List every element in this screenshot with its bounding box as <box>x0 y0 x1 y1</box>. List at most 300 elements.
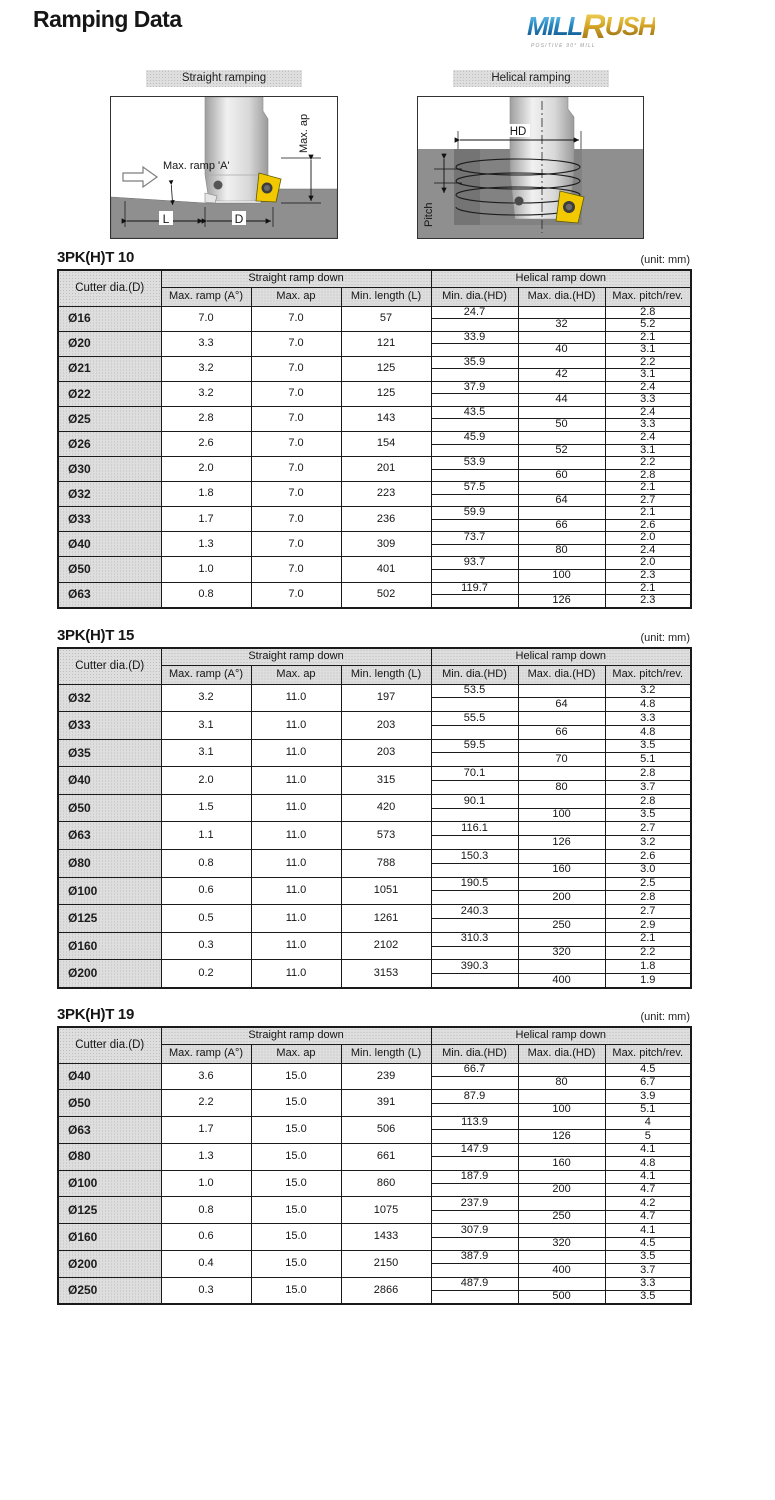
max-ap-cell: 7.0 <box>251 356 341 381</box>
col-group-helical: Helical ramp down <box>431 270 691 287</box>
max-pitch-bottom-cell: 1.9 <box>605 974 691 988</box>
max-ap-cell: 7.0 <box>251 507 341 532</box>
min-length-cell: 401 <box>341 557 431 582</box>
col-header-max-dia: Max. dia.(HD) <box>518 1044 605 1063</box>
max-dia-empty-cell <box>518 1143 605 1156</box>
max-ramp-cell: 0.2 <box>161 960 251 988</box>
max-ap-cell: 11.0 <box>251 932 341 960</box>
max-ramp-cell: 0.3 <box>161 932 251 960</box>
table-row <box>58 850 691 864</box>
logo-mill-text: MILL <box>527 11 582 41</box>
min-length-cell: 125 <box>341 381 431 406</box>
min-dia-empty-cell <box>431 394 518 407</box>
max-pitch-bottom-cell: 4.5 <box>605 1237 691 1250</box>
max-dia-empty-cell <box>518 532 605 545</box>
cutter-dia-cell: Ø63 <box>58 1117 161 1144</box>
max-dia-cell: 66 <box>518 519 605 532</box>
col-header-cutter-dia: Cutter dia.(D) <box>58 648 161 684</box>
min-dia-empty-cell <box>431 698 518 712</box>
max-ap-cell: 7.0 <box>251 406 341 431</box>
table-row <box>58 877 691 891</box>
min-length-cell: 197 <box>341 684 431 712</box>
min-dia-cell: 190.5 <box>431 877 518 891</box>
max-dia-cell: 52 <box>518 444 605 457</box>
min-length-cell: 2866 <box>341 1277 431 1304</box>
min-dia-cell: 37.9 <box>431 381 518 394</box>
section-3pkht19 <box>57 1005 690 1305</box>
table-row <box>58 582 691 595</box>
max-pitch-bottom-cell: 4.7 <box>605 1184 691 1197</box>
min-length-cell: 2102 <box>341 932 431 960</box>
table-row <box>58 431 691 444</box>
min-dia-empty-cell <box>431 469 518 482</box>
max-ramp-cell: 0.8 <box>161 850 251 878</box>
label-d: D <box>234 212 244 226</box>
max-dia-cell: 320 <box>518 1237 605 1250</box>
max-dia-cell: 126 <box>518 836 605 850</box>
max-dia-empty-cell <box>518 1250 605 1263</box>
table-row <box>58 822 691 836</box>
table-row <box>58 1090 691 1103</box>
max-dia-cell: 100 <box>518 569 605 582</box>
min-dia-empty-cell <box>431 595 518 608</box>
max-ramp-cell: 2.8 <box>161 406 251 431</box>
cutter-dia-cell: Ø20 <box>58 331 161 356</box>
max-ramp-cell: 0.5 <box>161 905 251 933</box>
max-ap-cell: 15.0 <box>251 1197 341 1224</box>
col-header-max-dia: Max. dia.(HD) <box>518 665 605 684</box>
feed-arrow-icon <box>123 167 157 187</box>
unit-label: (unit: mm) <box>640 254 690 266</box>
max-pitch-top-cell: 3.5 <box>605 739 691 753</box>
max-ramp-cell: 1.7 <box>161 507 251 532</box>
max-ramp-cell: 1.1 <box>161 822 251 850</box>
min-dia-cell: 487.9 <box>431 1277 518 1290</box>
max-ap-cell: 7.0 <box>251 532 341 557</box>
max-ap-cell: 11.0 <box>251 960 341 988</box>
table-row <box>58 507 691 520</box>
table-row <box>58 356 691 369</box>
table-row <box>58 1224 691 1237</box>
cutter-dia-cell: Ø32 <box>58 482 161 507</box>
max-ramp-cell: 0.8 <box>161 1197 251 1224</box>
table-row <box>58 960 691 974</box>
side-screw <box>214 181 223 190</box>
max-dia-empty-cell <box>518 739 605 753</box>
max-dia-empty-cell <box>518 905 605 919</box>
max-ap-cell: 15.0 <box>251 1170 341 1197</box>
max-ramp-cell: 2.0 <box>161 457 251 482</box>
max-pitch-bottom-cell: 2.8 <box>605 469 691 482</box>
max-ap-cell: 15.0 <box>251 1143 341 1170</box>
max-pitch-bottom-cell: 6.7 <box>605 1076 691 1089</box>
max-ramp-cell: 1.0 <box>161 557 251 582</box>
max-ap-cell: 15.0 <box>251 1250 341 1277</box>
min-dia-empty-cell <box>431 444 518 457</box>
max-pitch-bottom-cell: 3.3 <box>605 419 691 432</box>
max-pitch-top-cell: 4.2 <box>605 1197 691 1210</box>
col-header-max-ramp: Max. ramp (A°) <box>161 1044 251 1063</box>
min-dia-empty-cell <box>431 1237 518 1250</box>
max-dia-empty-cell <box>518 1063 605 1076</box>
min-dia-empty-cell <box>431 863 518 877</box>
cutter-dia-cell: Ø250 <box>58 1277 161 1304</box>
max-ramp-cell: 3.2 <box>161 684 251 712</box>
max-pitch-top-cell: 2.1 <box>605 932 691 946</box>
cutter-dia-cell: Ø32 <box>58 684 161 712</box>
label-hd: HD <box>509 126 527 138</box>
max-ap-cell: 11.0 <box>251 712 341 740</box>
max-pitch-top-cell: 3.9 <box>605 1090 691 1103</box>
table-row <box>58 1277 691 1290</box>
max-pitch-top-cell: 2.1 <box>605 507 691 520</box>
table-row <box>58 331 691 344</box>
min-length-cell: 391 <box>341 1090 431 1117</box>
min-dia-cell: 90.1 <box>431 794 518 808</box>
col-header-min-dia: Min. dia.(HD) <box>431 665 518 684</box>
cutter-dia-cell: Ø50 <box>58 794 161 822</box>
table-row <box>58 1197 691 1210</box>
table-row <box>58 381 691 394</box>
section-title: 3PK(H)T 15 <box>57 627 135 644</box>
max-ramp-cell: 3.6 <box>161 1063 251 1090</box>
col-header-max-pitch: Max. pitch/rev. <box>605 287 691 306</box>
col-header-max-pitch: Max. pitch/rev. <box>605 665 691 684</box>
max-dia-empty-cell <box>518 1170 605 1183</box>
max-pitch-bottom-cell: 3.3 <box>605 394 691 407</box>
section-title: 3PK(H)T 19 <box>57 1006 135 1023</box>
min-dia-cell: 387.9 <box>431 1250 518 1263</box>
table-row <box>58 457 691 470</box>
min-length-cell: 3153 <box>341 960 431 988</box>
min-length-cell: 506 <box>341 1117 431 1144</box>
max-dia-empty-cell <box>518 1277 605 1290</box>
min-length-cell: 121 <box>341 331 431 356</box>
logo-ush-text: USH <box>604 11 656 41</box>
min-dia-empty-cell <box>431 836 518 850</box>
min-dia-empty-cell <box>431 494 518 507</box>
min-length-cell: 203 <box>341 739 431 767</box>
label-max-ramp: Max. ramp 'A' <box>163 160 230 172</box>
max-dia-cell: 160 <box>518 1157 605 1170</box>
min-length-cell: 125 <box>341 356 431 381</box>
max-dia-cell: 200 <box>518 891 605 905</box>
max-ap-cell: 7.0 <box>251 306 341 331</box>
max-dia-cell: 66 <box>518 725 605 739</box>
min-dia-empty-cell <box>431 1076 518 1089</box>
max-ap-cell: 15.0 <box>251 1224 341 1251</box>
min-length-cell: 420 <box>341 794 431 822</box>
cutter-dia-cell: Ø16 <box>58 306 161 331</box>
max-ap-cell: 15.0 <box>251 1063 341 1090</box>
max-pitch-top-cell: 2.8 <box>605 767 691 781</box>
min-dia-cell: 45.9 <box>431 431 518 444</box>
max-ap-cell: 11.0 <box>251 684 341 712</box>
cutter-dia-cell: Ø50 <box>58 557 161 582</box>
min-length-cell: 315 <box>341 767 431 795</box>
table-row <box>58 306 691 319</box>
max-pitch-top-cell: 3.2 <box>605 684 691 698</box>
table-row <box>58 712 691 726</box>
min-dia-cell: 307.9 <box>431 1224 518 1237</box>
max-pitch-top-cell: 2.2 <box>605 356 691 369</box>
min-dia-cell: 187.9 <box>431 1170 518 1183</box>
min-dia-empty-cell <box>431 974 518 988</box>
min-dia-cell: 33.9 <box>431 331 518 344</box>
min-length-cell: 57 <box>341 306 431 331</box>
max-ramp-cell: 2.0 <box>161 767 251 795</box>
col-group-straight: Straight ramp down <box>161 270 431 287</box>
max-ramp-cell: 2.2 <box>161 1090 251 1117</box>
max-dia-empty-cell <box>518 1117 605 1130</box>
helical-ramping-diagram <box>417 96 644 239</box>
cutter-dia-cell: Ø35 <box>58 739 161 767</box>
col-header-max-ap: Max. ap <box>251 1044 341 1063</box>
min-length-cell: 236 <box>341 507 431 532</box>
min-dia-cell: 59.5 <box>431 739 518 753</box>
col-header-max-ramp: Max. ramp (A°) <box>161 287 251 306</box>
min-length-cell: 661 <box>341 1143 431 1170</box>
max-pitch-bottom-cell: 3.1 <box>605 344 691 357</box>
min-dia-empty-cell <box>431 725 518 739</box>
max-ramp-cell: 1.7 <box>161 1117 251 1144</box>
max-dia-empty-cell <box>518 684 605 698</box>
max-dia-empty-cell <box>518 507 605 520</box>
max-pitch-top-cell: 2.1 <box>605 331 691 344</box>
logo-tagline: POSITIVE 90° MILL <box>531 43 596 49</box>
col-group-straight: Straight ramp down <box>161 648 431 665</box>
min-dia-empty-cell <box>431 544 518 557</box>
min-dia-empty-cell <box>431 569 518 582</box>
max-pitch-top-cell: 2.6 <box>605 850 691 864</box>
max-pitch-bottom-cell: 3.7 <box>605 1264 691 1277</box>
min-length-cell: 154 <box>341 431 431 456</box>
min-dia-empty-cell <box>431 891 518 905</box>
max-pitch-bottom-cell: 3.1 <box>605 369 691 382</box>
min-length-cell: 201 <box>341 457 431 482</box>
max-dia-cell: 200 <box>518 1184 605 1197</box>
straight-ramping-diagram <box>110 96 338 239</box>
max-dia-empty-cell <box>518 850 605 864</box>
max-dia-cell: 80 <box>518 1076 605 1089</box>
max-dia-empty-cell <box>518 794 605 808</box>
cutter-dia-cell: Ø125 <box>58 1197 161 1224</box>
min-dia-cell: 73.7 <box>431 532 518 545</box>
col-group-helical: Helical ramp down <box>431 1027 691 1044</box>
max-pitch-top-cell: 2.0 <box>605 557 691 570</box>
table-row <box>58 406 691 419</box>
min-dia-empty-cell <box>431 946 518 960</box>
max-pitch-bottom-cell: 2.3 <box>605 595 691 608</box>
max-pitch-bottom-cell: 2.9 <box>605 919 691 933</box>
section-title: 3PK(H)T 10 <box>57 249 135 266</box>
max-dia-cell: 400 <box>518 974 605 988</box>
max-ramp-cell: 2.6 <box>161 431 251 456</box>
millrush-logo <box>527 10 697 49</box>
col-group-straight: Straight ramp down <box>161 1027 431 1044</box>
min-dia-cell: 35.9 <box>431 356 518 369</box>
max-pitch-bottom-cell: 5.1 <box>605 753 691 767</box>
label-max-ap: Max. ap <box>298 113 310 153</box>
min-dia-cell: 147.9 <box>431 1143 518 1156</box>
max-dia-empty-cell <box>518 960 605 974</box>
table-row <box>58 532 691 545</box>
max-ap-cell: 7.0 <box>251 457 341 482</box>
max-ramp-cell: 3.2 <box>161 381 251 406</box>
min-dia-cell: 43.5 <box>431 406 518 419</box>
max-dia-empty-cell <box>518 482 605 495</box>
max-pitch-bottom-cell: 4.7 <box>605 1210 691 1223</box>
min-dia-empty-cell <box>431 1210 518 1223</box>
max-dia-empty-cell <box>518 457 605 470</box>
max-dia-cell: 44 <box>518 394 605 407</box>
max-ap-cell: 15.0 <box>251 1090 341 1117</box>
max-dia-empty-cell <box>518 1090 605 1103</box>
max-dia-empty-cell <box>518 406 605 419</box>
min-dia-empty-cell <box>431 781 518 795</box>
max-ramp-cell: 1.3 <box>161 532 251 557</box>
max-dia-cell: 100 <box>518 1103 605 1116</box>
cutter-dia-cell: Ø63 <box>58 822 161 850</box>
table-row <box>58 905 691 919</box>
max-dia-empty-cell <box>518 1197 605 1210</box>
max-pitch-bottom-cell: 3.7 <box>605 781 691 795</box>
max-ap-cell: 11.0 <box>251 767 341 795</box>
min-length-cell: 1433 <box>341 1224 431 1251</box>
helical-ramping-title: Helical ramping <box>453 70 609 87</box>
max-dia-cell: 70 <box>518 753 605 767</box>
col-group-helical: Helical ramp down <box>431 648 691 665</box>
max-pitch-top-cell: 3.5 <box>605 1250 691 1263</box>
min-length-cell: 788 <box>341 850 431 878</box>
label-l: L <box>162 212 170 226</box>
max-dia-cell: 320 <box>518 946 605 960</box>
min-length-cell: 2150 <box>341 1250 431 1277</box>
min-dia-empty-cell <box>431 808 518 822</box>
label-pitch: Pitch <box>423 202 435 227</box>
max-pitch-bottom-cell: 2.2 <box>605 946 691 960</box>
min-length-cell: 309 <box>341 532 431 557</box>
col-header-min-length: Min. length (L) <box>341 665 431 684</box>
max-pitch-top-cell: 3.3 <box>605 1277 691 1290</box>
min-dia-empty-cell <box>431 1157 518 1170</box>
min-dia-cell: 87.9 <box>431 1090 518 1103</box>
max-dia-cell: 80 <box>518 781 605 795</box>
max-dia-cell: 60 <box>518 469 605 482</box>
max-pitch-top-cell: 4.1 <box>605 1170 691 1183</box>
max-ramp-cell: 1.5 <box>161 794 251 822</box>
min-length-cell: 223 <box>341 482 431 507</box>
max-ramp-cell: 1.0 <box>161 1170 251 1197</box>
max-dia-cell: 64 <box>518 698 605 712</box>
max-ap-cell: 7.0 <box>251 557 341 582</box>
cutter-dia-cell: Ø200 <box>58 1250 161 1277</box>
unit-label: (unit: mm) <box>640 632 690 644</box>
min-dia-cell: 116.1 <box>431 822 518 836</box>
table-row <box>58 1143 691 1156</box>
min-length-cell: 1261 <box>341 905 431 933</box>
min-dia-empty-cell <box>431 1103 518 1116</box>
max-ramp-cell: 3.3 <box>161 331 251 356</box>
max-pitch-top-cell: 2.4 <box>605 406 691 419</box>
straight-ramping-title: Straight ramping <box>146 70 302 87</box>
max-ap-cell: 11.0 <box>251 850 341 878</box>
max-ap-cell: 15.0 <box>251 1277 341 1304</box>
col-header-max-dia: Max. dia.(HD) <box>518 287 605 306</box>
max-ramp-cell: 0.8 <box>161 582 251 608</box>
table-row <box>58 767 691 781</box>
min-dia-empty-cell <box>431 1291 518 1304</box>
table-row <box>58 1063 691 1076</box>
col-header-max-ap: Max. ap <box>251 287 341 306</box>
max-pitch-bottom-cell: 2.7 <box>605 494 691 507</box>
ramping-table-3pkht15 <box>57 647 692 989</box>
min-length-cell: 573 <box>341 822 431 850</box>
max-pitch-bottom-cell: 2.8 <box>605 891 691 905</box>
max-dia-empty-cell <box>518 767 605 781</box>
section-3pkht10 <box>57 248 690 609</box>
col-header-min-length: Min. length (L) <box>341 1044 431 1063</box>
max-dia-empty-cell <box>518 381 605 394</box>
max-dia-empty-cell <box>518 306 605 319</box>
cutter-dia-cell: Ø26 <box>58 431 161 456</box>
max-dia-empty-cell <box>518 431 605 444</box>
max-dia-empty-cell <box>518 877 605 891</box>
max-pitch-bottom-cell: 3.0 <box>605 863 691 877</box>
logo-r-text: R <box>581 8 605 46</box>
max-dia-empty-cell <box>518 1224 605 1237</box>
max-ap-cell: 11.0 <box>251 877 341 905</box>
max-ap-cell: 7.0 <box>251 381 341 406</box>
min-length-cell: 239 <box>341 1063 431 1090</box>
page-title: Ramping Data <box>33 6 182 32</box>
min-dia-empty-cell <box>431 519 518 532</box>
max-pitch-bottom-cell: 4.8 <box>605 725 691 739</box>
min-dia-cell: 119.7 <box>431 582 518 595</box>
min-dia-empty-cell <box>431 319 518 332</box>
max-pitch-bottom-cell: 4.8 <box>605 698 691 712</box>
cutter-dia-cell: Ø63 <box>58 582 161 608</box>
min-dia-cell: 55.5 <box>431 712 518 726</box>
max-ramp-cell: 3.1 <box>161 739 251 767</box>
table-row <box>58 932 691 946</box>
max-ap-cell: 11.0 <box>251 739 341 767</box>
min-dia-cell: 240.3 <box>431 905 518 919</box>
cutter-dia-cell: Ø160 <box>58 1224 161 1251</box>
min-dia-empty-cell <box>431 344 518 357</box>
max-pitch-top-cell: 3.3 <box>605 712 691 726</box>
section-3pkht15 <box>57 626 690 989</box>
max-pitch-bottom-cell: 3.2 <box>605 836 691 850</box>
max-ramp-cell: 0.3 <box>161 1277 251 1304</box>
min-length-cell: 860 <box>341 1170 431 1197</box>
cutter-dia-cell: Ø25 <box>58 406 161 431</box>
max-dia-cell: 42 <box>518 369 605 382</box>
min-dia-empty-cell <box>431 419 518 432</box>
max-pitch-top-cell: 2.8 <box>605 794 691 808</box>
cutter-dia-cell: Ø40 <box>58 767 161 795</box>
cutter-dia-cell: Ø33 <box>58 712 161 740</box>
max-pitch-bottom-cell: 4.8 <box>605 1157 691 1170</box>
min-dia-cell: 53.9 <box>431 457 518 470</box>
cutter-dia-cell: Ø33 <box>58 507 161 532</box>
max-pitch-bottom-cell: 3.5 <box>605 808 691 822</box>
max-ap-cell: 7.0 <box>251 431 341 456</box>
col-header-min-length: Min. length (L) <box>341 287 431 306</box>
min-dia-cell: 66.7 <box>431 1063 518 1076</box>
min-dia-cell: 150.3 <box>431 850 518 864</box>
col-header-cutter-dia: Cutter dia.(D) <box>58 1027 161 1063</box>
